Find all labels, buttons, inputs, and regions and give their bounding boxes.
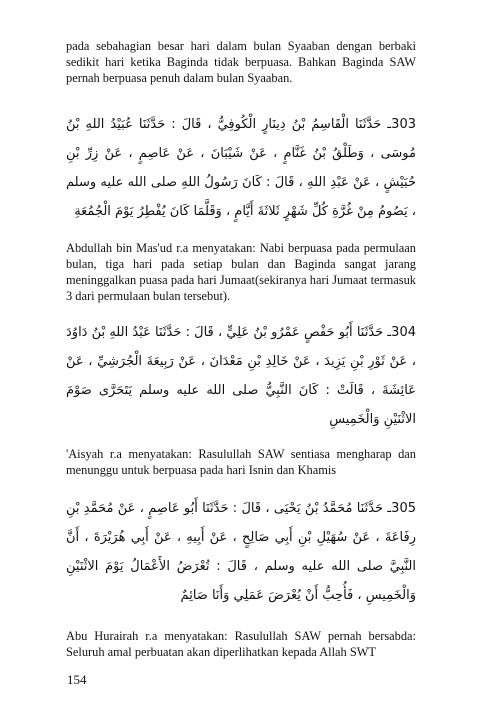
- page-body: [66, 38, 416, 660]
- hadith-304-arabic: 304ـ حَدَّثَنَا أَبُو حَفْصٍ عَمْرُو بْنُ عَلِيٍّ ، قَالَ : حَدَّثَنَا عَبْدُ اللهِ بْنُ دَاوُدَ ، عَنْ ثَوْرِ بْنِ يَزِيدَ ، عَنْ خَالِدِ بْنِ مَعْدَانَ ، عَنْ رَبِيعَةَ الْجُرَشِيِّ ، عَنْ عَائِشَةَ ، قَالَتْ : كَانَ النَّبِيُّ صلى الله عليه وسلم يَتَحَرَّى صَوْمَ الاثْنَيْنِ وَالْخَمِيسِ: [66, 325, 416, 427]
- hadith-305-translation: Abu Hurairah r.a menyatakan: Rasulullah SAW pernah bersabda: Seluruh amal perbuatan akan diperlihatkan kepada Allah SWT: [66, 629, 416, 659]
- hadith-303-arabic: 303ـ حَدَّثَنَا الْقَاسِمُ بْنُ دِينَارٍ الْكُوفِيُّ ، قَالَ : حَدَّثَنَا عُبَيْدُ اللهِ بْنُ مُوسَى ، وَطَلْقُ بْنُ غَنَّامٍ ، عَنْ شَيْبَانَ ، عَنْ عَاصِمٍ ، عَنْ زِرِّ بْنِ حُبَيْشٍ ، عَنْ عَبْدِ اللهِ ، قَالَ : كَانَ رَسُولُ اللهِ صلى الله عليه وسلم ، يَصُومُ مِنْ غُرَّةِ كُلِّ شَهْرٍ ثَلاثَةَ أَيَّامٍ ، وَقَلَّمَا كَانَ يُفْطِرُ يَوْمَ الْجُمُعَةِ: [66, 117, 416, 219]
- hadith-304-translation: 'Aisyah r.a menyatakan: Rasulullah SAW sentiasa mengharap dan menunggu untuk berpuasa pada hari Isnin dan Khamis: [66, 447, 416, 477]
- hadith-305-arabic: 305ـ حَدَّثَنَا مُحَمَّدُ بْنُ يَحْيَى ، قَالَ : حَدَّثَنَا أَبُو عَاصِمٍ ، عَنْ مُحَمَّدِ بْنِ رِفَاعَةَ ، عَنْ سُهَيْلِ بْنِ أَبِي صَالِحٍ ، عَنْ أَبِيهِ ، عَنْ أَبِي هُرَيْرَةَ ، أَنَّ النَّبِيَّ صلى الله عليه وسلم ، قَالَ : تُعْرَضُ الأَعْمَالُ يَوْمَ الاثْنَيْنِ وَالْخَمِيسِ ، فَأُحِبُّ أَنْ يُعْرَضَ عَمَلِي وَأَنَا صَائِمٌ: [66, 501, 416, 603]
- hadith-303-translation: Abdullah bin Mas'ud r.a menyatakan: Nabi berpuasa pada permulaan bulan, tiga hari pada setiap bulan dan Baginda sangat jarang meninggalkan puasa pada hari Jumaat(sekiranya hari Jumaat termasuk 3 dari permulaan bulan tersebut).: [66, 241, 416, 303]
- page-number: 154: [67, 672, 87, 687]
- intro-paragraph: pada sebahagian besar hari dalam bulan Syaaban dengan berbaki sedikit hari ketika Baginda tidak berpuasa. Bahkan Baginda SAW pernah berpuasa penuh dalam bulan Syaaban.: [66, 39, 416, 85]
